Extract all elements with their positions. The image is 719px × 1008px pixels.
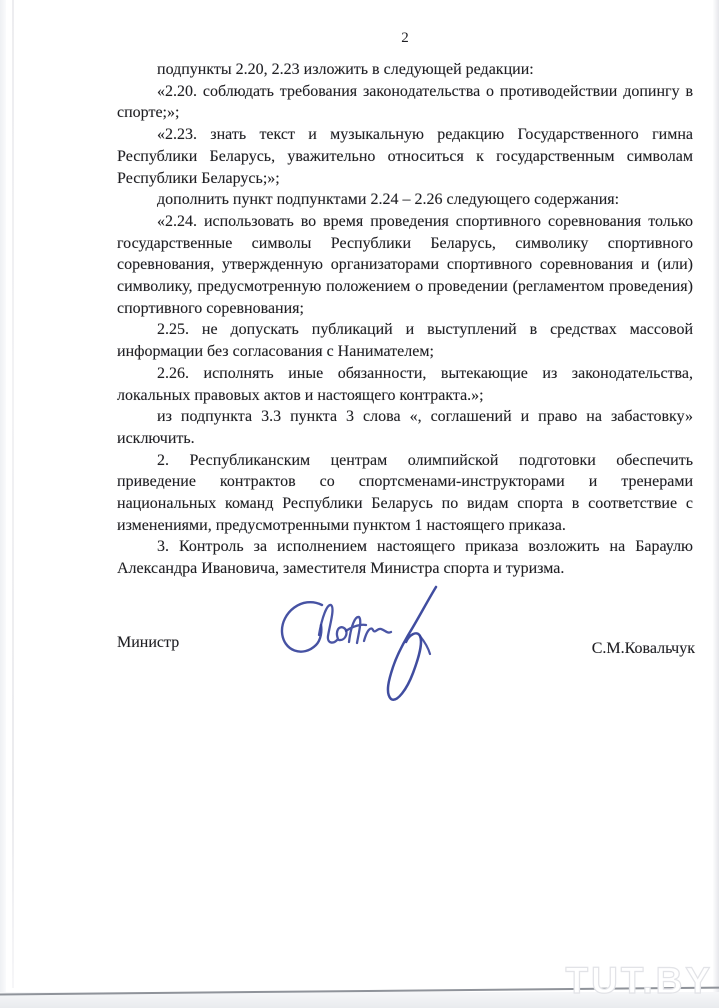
signature-stroke xyxy=(388,587,436,700)
signer-name: С.М.Ковальчук xyxy=(591,640,695,657)
minister-title: Министр xyxy=(117,634,180,651)
paragraph: 3. Контроль за исполнением настоящего приказа возложить на Бараулю Александра Ивановича, заместителя Министра спорта и туризма. xyxy=(117,538,693,578)
signature-stroke xyxy=(319,605,346,643)
paragraph: 2.25. не допускать публикаций и выступлений в средствах массовой информации без согласования с Нанимателем; xyxy=(117,321,693,361)
page-number: 2 xyxy=(401,30,409,46)
signature-stroke xyxy=(282,602,322,651)
paragraph: дополнить пункт подпунктами 2.24 – 2.26 следующего содержания: xyxy=(157,191,620,209)
paragraph: подпункты 2.20, 2.23 изложить в следующей редакции: xyxy=(157,61,534,78)
paragraph: 2.26. исполнять иные обязанности, вытекающие из законодательства, локальных правовых актов и настоящего контракта.»; xyxy=(117,364,693,404)
scan-fold-line xyxy=(12,0,14,988)
paragraph: из подпункта 3.3 пункта 3 слова «, соглашений и право на забастовку» исключить. xyxy=(117,408,693,447)
handwritten-signature-icon xyxy=(268,574,480,736)
paragraph: 2. Республиканским центрам олимпийской подготовки обеспечить приведение контрактов со спортсменами-инструкторами и тренерами национальных команд Республики Беларусь по видам спорта в соответствие с изменениями, предусмотренными пунктом 1 настоящего приказа. xyxy=(117,451,693,534)
document-body xyxy=(117,59,693,580)
paragraph: «2.24. использовать во время проведения спортивного соревнования только государственные символы Республики Беларусь, символику спортивного соревнования, утвержденную организаторами спортивного соревнования и (или) символику, предусмотренную положением о проведении (регламентом проведения) спортивного соревнования; xyxy=(117,212,693,317)
signature-stroke xyxy=(346,617,366,643)
paragraph: «2.23. знать текст и музыкальную редакцию Государственного гимна Республики Беларусь, уважительно относиться к государственным символам Республики Беларусь;»; xyxy=(117,126,693,187)
scan-edge-right xyxy=(713,0,719,1008)
watermark-logo: TUT.BY xyxy=(565,960,713,1001)
scan-edge-left xyxy=(0,0,6,1008)
signature-stroke xyxy=(364,628,391,641)
paragraph: «2.20. соблюдать требования законодательства о противодействии допингу в спорте;»; xyxy=(117,82,693,122)
